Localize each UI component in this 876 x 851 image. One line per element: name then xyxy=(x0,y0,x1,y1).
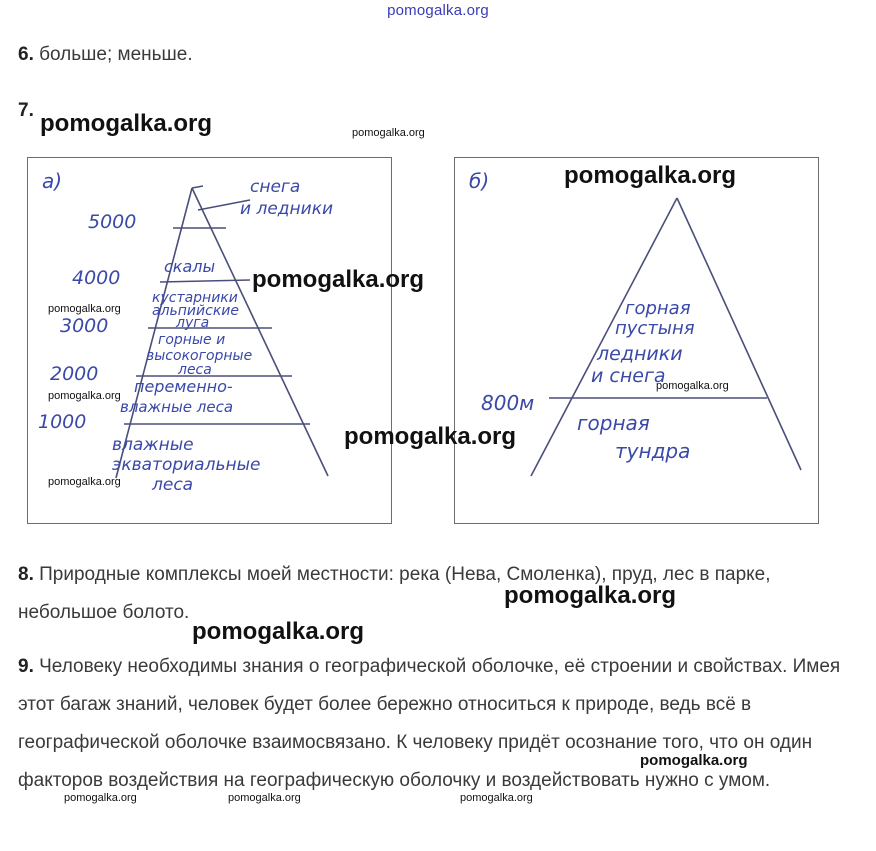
zone-label: луга xyxy=(176,315,210,331)
zone-label: скалы xyxy=(164,257,216,276)
pyramid-a-top xyxy=(192,186,203,188)
answer-7-number: 7. xyxy=(18,100,34,121)
height-label: 3000 xyxy=(60,315,109,337)
answer-9-text: Человеку необходимы знания о географической оболочке, её строении и свойствах. Имея этот багаж знаний, человек будет более бережно относиться к природе, ведь всё в географической оболочке взаимосвязано. К человеку придёт осознание того, что он один факторов воздействия на географическую оболочку и воздействовать нужно с умом. xyxy=(18,656,841,791)
zone-label: альпийские xyxy=(152,303,239,319)
watermark: pomogalka.org xyxy=(352,127,425,139)
answer-9 xyxy=(18,648,870,800)
zone-label: снега xyxy=(250,177,301,197)
zone-label: горные и xyxy=(158,332,226,348)
zone-label: и снега xyxy=(591,365,666,387)
diagram-a xyxy=(28,158,390,522)
watermark: pomogalka.org xyxy=(504,582,677,609)
watermark: pomogalka.org xyxy=(40,110,213,137)
watermark: pomogalka.org xyxy=(48,390,121,402)
zone-label: и ледники xyxy=(240,199,334,219)
answer-9-number: 9. xyxy=(18,656,34,677)
watermark: pomogalka.org xyxy=(48,476,121,488)
answer-8-text: Природные комплексы моей местности: река (Нева, Смоленка), пруд, лес в парке, небольшое болото. xyxy=(18,564,771,623)
zone-label: экваториальные xyxy=(112,455,261,475)
header-watermark: pomogalka.org xyxy=(387,2,489,19)
answer-6-number: 6. xyxy=(18,44,34,65)
pyramid-b-right-side xyxy=(677,198,801,470)
diagram-a-label: а) xyxy=(42,169,63,193)
zone-label: тундра xyxy=(615,439,691,463)
answer-8 xyxy=(18,556,858,632)
watermark: pomogalka.org xyxy=(64,792,137,804)
diagram-b-frame xyxy=(454,157,819,524)
zone-label: влажные леса xyxy=(120,398,234,416)
zone-label: высокогорные xyxy=(146,348,253,364)
zone-label: ледники xyxy=(597,343,683,365)
diagram-b xyxy=(455,158,817,522)
answer-7 xyxy=(18,92,34,130)
watermark: pomogalka.org xyxy=(640,752,748,769)
zone-label: горная xyxy=(625,298,691,319)
watermark: pomogalka.org xyxy=(460,792,533,804)
height-label: 2000 xyxy=(50,363,99,385)
watermark: pomogalka.org xyxy=(192,618,365,645)
watermark: pomogalka.org xyxy=(228,792,301,804)
watermark: pomogalka.org xyxy=(48,303,121,315)
height-label: 800м xyxy=(481,391,535,415)
height-label: 5000 xyxy=(88,211,137,233)
watermark: pomogalka.org xyxy=(656,380,729,392)
zone-label: пустыня xyxy=(615,318,695,339)
zone-label: горная xyxy=(577,411,650,435)
zone-label: переменно- xyxy=(134,377,233,396)
answer-6-text: больше; меньше. xyxy=(39,44,193,65)
watermark: pomogalka.org xyxy=(564,162,737,189)
zone-label: леса xyxy=(152,475,194,495)
watermark: pomogalka.org xyxy=(252,266,425,293)
zone-label: леса xyxy=(178,362,212,378)
watermark: pomogalka.org xyxy=(344,423,517,450)
zone-label: влажные xyxy=(112,435,194,455)
diagram-a-frame xyxy=(27,157,392,524)
answer-8-number: 8. xyxy=(18,564,34,585)
diagram-b-label: б) xyxy=(469,169,490,193)
answer-6 xyxy=(18,36,193,74)
height-label: 4000 xyxy=(72,267,121,289)
height-label: 1000 xyxy=(38,411,87,433)
zone-label: кустарники xyxy=(152,290,238,306)
